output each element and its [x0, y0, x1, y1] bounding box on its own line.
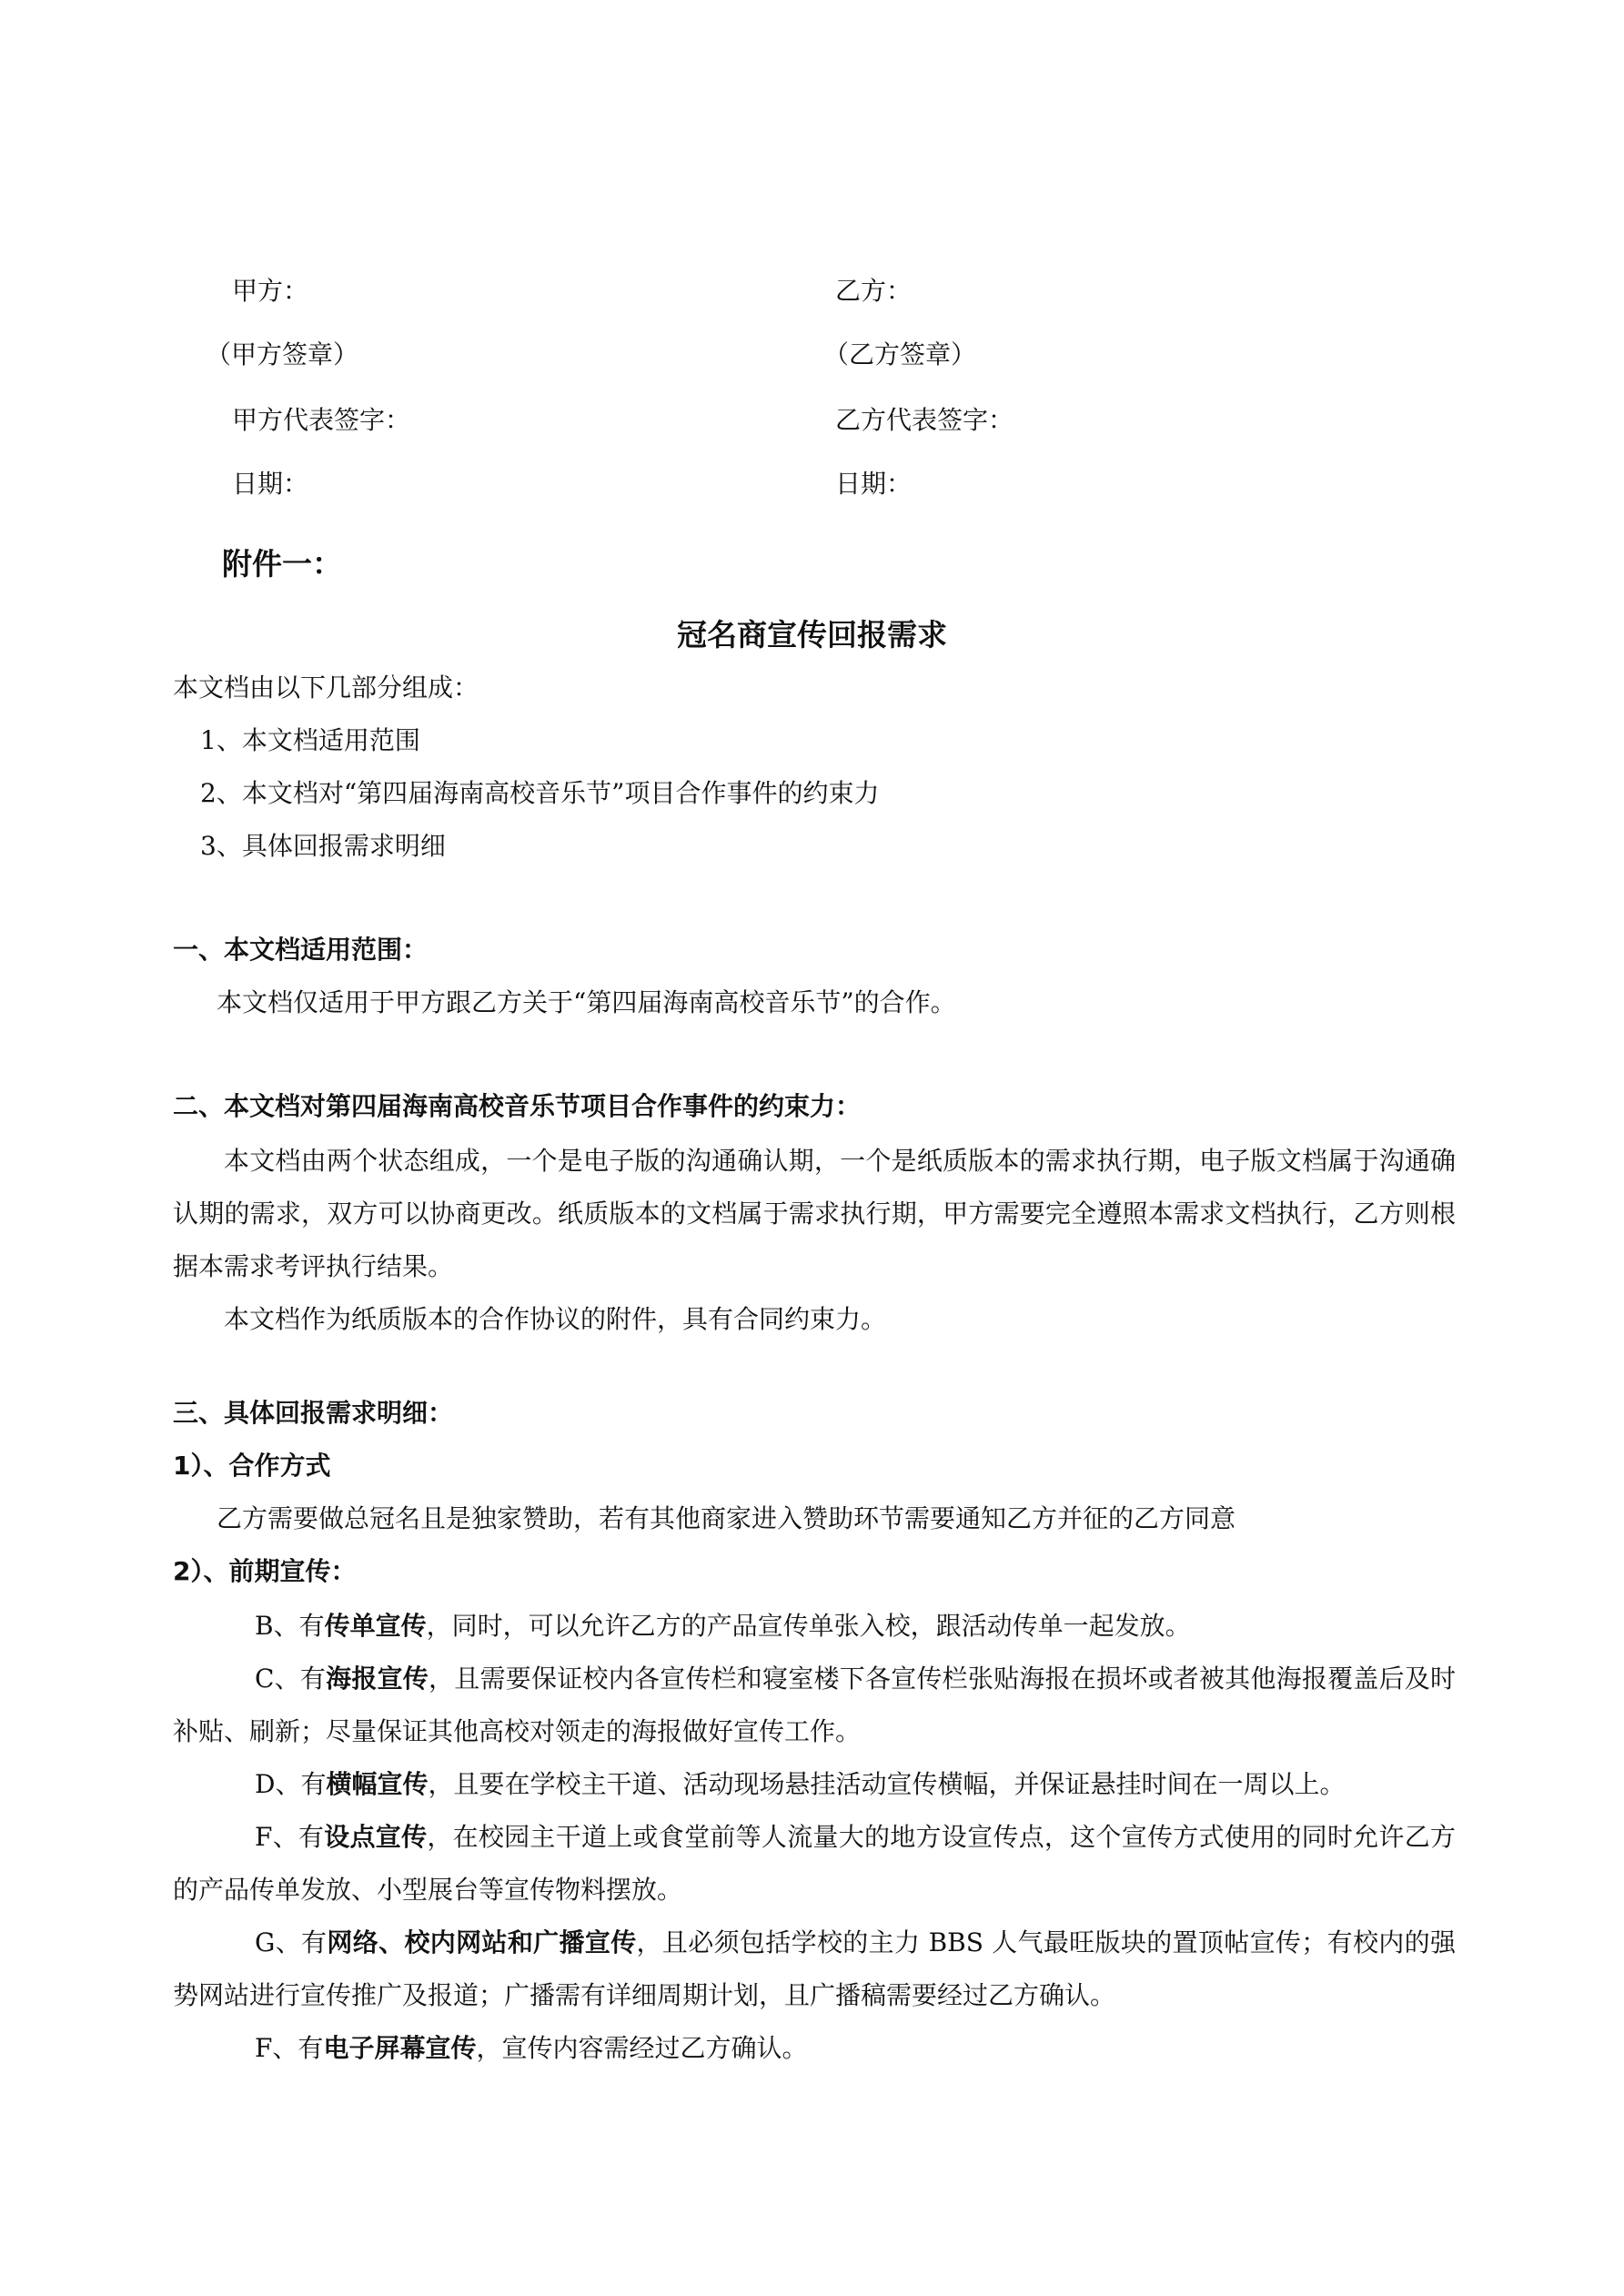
item-keyword: 横幅宣传 [326, 1769, 429, 1799]
item-text: ，且要在学校主干道、活动现场悬挂活动宣传横幅，并保证悬挂时间在一周以上。 [428, 1769, 1346, 1799]
party-b-representative: 乙方代表签字： [835, 405, 1014, 435]
intro-item: 1、本文档适用范围 [200, 725, 420, 755]
promotion-list [173, 1600, 1456, 2075]
item-keyword: 电子屏幕宣传 [323, 2033, 477, 2063]
section2-heading: 二、本文档对第四届海南高校音乐节项目合作事件的约束力： [173, 1091, 862, 1121]
item-prefix: G、有 [255, 1927, 328, 1957]
party-a-date: 日期： [232, 469, 309, 499]
item-keyword: 传单宣传 [324, 1611, 427, 1641]
item-text: ，同时，可以允许乙方的产品宣传单张入校，跟活动传单一起发放。 [426, 1611, 1191, 1641]
item-text: ，宣传内容需经过乙方确认。 [476, 2033, 808, 2063]
section1-text: 本文档仅适用于甲方跟乙方关于“第四届海南高校音乐节”的合作。 [217, 987, 956, 1017]
promotion-item [173, 1653, 1456, 1758]
intro-item: 3、具体回报需求明细 [200, 831, 446, 861]
promotion-item [173, 2022, 1456, 2075]
section3-heading: 三、具体回报需求明细： [173, 1398, 454, 1428]
party-a-label: 甲方： [232, 276, 309, 306]
section2-paragraph: 本文档由两个状态组成，一个是电子版的沟通确认期，一个是纸质版本的需求执行期，电子版文档属于沟通确认期的需求，双方可以协商更改。纸质版本的文档属于需求执行期，甲方需要完全遵照本需求文档执行，乙方则根据本需求考评执行结果。 [173, 1146, 1456, 1281]
section2-body [173, 1135, 1456, 1346]
party-b-label: 乙方： [835, 276, 913, 306]
item-prefix: C、有 [255, 1664, 327, 1694]
subsection2-heading: 2）、前期宣传： [173, 1556, 357, 1586]
subsection1-text: 乙方需要做总冠名且是独家赞助，若有其他商家进入赞助环节需要通知乙方并征的乙方同意 [217, 1503, 1236, 1533]
item-text: ，且必须包括学校的主力 BBS 人气最旺版块的置顶帖宣传；有校内的强势网站进行宣传推广及报道；广播需有详细周期计划，且广播稿需要经过乙方确认。 [173, 1927, 1456, 2010]
section1-heading: 一、本文档适用范围： [173, 935, 429, 965]
promotion-item [173, 1917, 1456, 2022]
subsection1-heading: 1）、合作方式 [173, 1451, 331, 1481]
item-keyword: 海报宣传 [326, 1664, 429, 1694]
intro-item: 2、本文档对“第四届海南高校音乐节”项目合作事件的约束力 [200, 778, 880, 808]
document-title: 冠名商宣传回报需求 [677, 617, 947, 652]
party-a-seal: （甲方签章） [206, 339, 359, 369]
item-keyword: 设点宣传 [324, 1822, 428, 1852]
promotion-item [173, 1811, 1456, 1917]
item-prefix: B、有 [255, 1611, 325, 1641]
item-prefix: D、有 [255, 1769, 327, 1799]
promotion-item [173, 1758, 1456, 1811]
party-b-date: 日期： [835, 469, 913, 499]
item-text: ，且需要保证校内各宣传栏和寝室楼下各宣传栏张贴海报在损坏或者被其他海报覆盖后及时补贴、刷新；尽量保证其他高校对领走的海报做好宣传工作。 [173, 1664, 1456, 1746]
item-prefix: F、有 [255, 1822, 325, 1852]
party-a-representative: 甲方代表签字： [232, 405, 411, 435]
promotion-item [173, 1600, 1456, 1653]
section2-paragraph: 本文档作为纸质版本的合作协议的附件，具有合同约束力。 [224, 1304, 887, 1334]
item-text: ，在校园主干道上或食堂前等人流量大的地方设宣传点，这个宣传方式使用的同时允许乙方的产品传单发放、小型展台等宣传物料摆放。 [173, 1822, 1456, 1905]
item-prefix: F、有 [255, 2033, 324, 2063]
intro-lead: 本文档由以下几部分组成： [173, 673, 479, 703]
party-b-seal: （乙方签章） [823, 339, 977, 369]
attachment-label: 附件一： [222, 546, 342, 582]
item-keyword: 网络、校内网站和广播宣传 [327, 1927, 637, 1957]
